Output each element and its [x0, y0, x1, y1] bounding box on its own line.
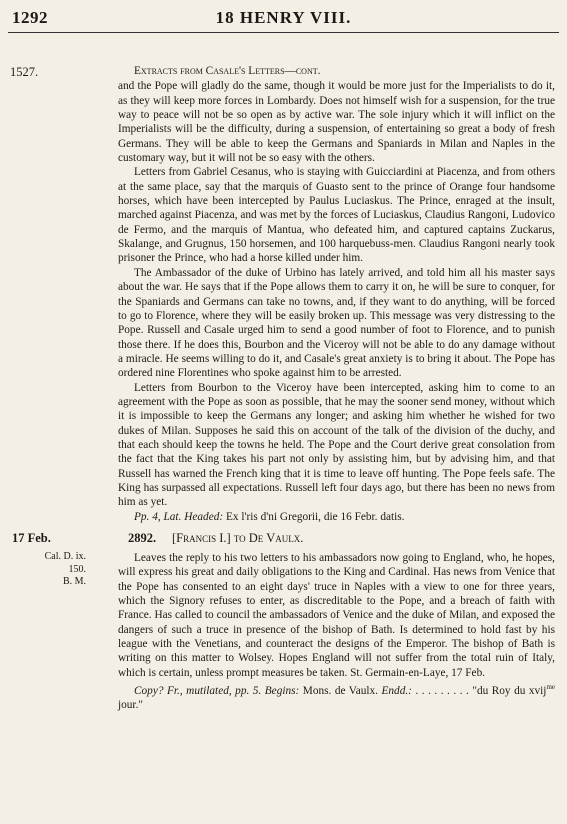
section-title: Extracts from Casale's Letters—cont.: [134, 65, 321, 77]
source-note: [118, 510, 555, 524]
header-rule: [8, 32, 559, 33]
entry-text: Leaves the reply to his two letters to his ambassadors now going to England, who, he hopes, will express his great and daily obligations to the King and Cardinal. Has news from Venice that the Pope has consented to an eight days' truce in Naples with a view to one for three years, which the Signory refuses to enter, as discreditable to the Pope, and a breach of faith with France. Has called to council the ambassadors of Venice and the duke of Milan, and exposed the dangers of such a truce in presence of the bishop of Bath. Is determined to hold fast by his league with the Venetians, and counteract the designs of the Emperor. The bishop of Bath is writing on this matter to Wolsey. Hopes England will not suffer from the total ruin of Italy, which is certain, unless prompt measures be taken. St. Germain-en-Laye, 17 Feb.: [118, 552, 555, 679]
margin-year: 1527.: [10, 65, 39, 79]
running-title: 18 HENRY VIII.: [215, 8, 352, 27]
begins-label: Begins:: [264, 684, 300, 697]
entry-number: 2892.: [128, 531, 157, 545]
paragraph: Letters from Gabriel Cesanus, who is staying with Guicciardini at Piacenza, and from others at the same place, say that the marquis of Guasto sent to the prince of Orange four handsome horses, which have been intercepted by Paulus Luciaskus. The Prince, enraged at the insult, marched against Piacenza, and was met by the forces of Luciaskus, Claudius Rangoni, Ludovico de Fermo, and the marquis of Mantua, who defeated him, and captured captains Zuckarus, Skalange, and Grugnus, 150 horsemen, and 100 harquebuss-men. Claudius Rangoni nearly took prisoner the Prince, who had a horse killed under him.: [118, 166, 555, 265]
entry-title: [Francis I.] to De Vaulx.: [172, 531, 304, 545]
endd-label: Endd.:: [381, 684, 412, 697]
reference-line: Cal. D. ix.: [44, 551, 86, 562]
paragraph: Letters from Bourbon to the Viceroy have been intercepted, asking him to come to an agreement with the Pope as soon as possible, that he may the sooner send money, without which it is impossible to keep the Germans any longer; and asking him whether he wished for two dukes of Milan. Supposes he said this on account of the talk of the division of the duchy, and that each should keep the towns he held. The Pope and the Court derive great consolation from the fact that the King takes his part not only by assisting him, but by advising him, and that Russell has warned the French king that it is time to leave off hunting. The Pope feels safe. The King has surpassed all expectations. Russell left four days ago, but there has been no news from him as yet.: [118, 381, 555, 509]
page-header: [0, 8, 567, 30]
endd-tail: jour.": [118, 699, 144, 712]
headed-text: Ex l'ris d'ni Gregorii, die 16 Febr. datis.: [225, 510, 405, 523]
page-number: 1292: [12, 8, 48, 27]
paragraph: and the Pope will gladly do the same, though it would be more just for the Imperialists to do it, as they will keep more forces in Lombardy. Does not himself wish for a suspension, for the true way to peace will not be so open as by active war. The sole injury which it will inflict on the Imperialists will be the difficulty, during a suspension, of entertaining so great a body of fresh Germans. They will be able to keep the Germans and Spaniards in Milan and Naples in the customary way, but it will not be so easy with the others.: [118, 80, 555, 165]
paragraph: The Ambassador of the duke of Urbino has lately arrived, and told him all his master says about the war. He says that if the Pope allows them to carry it on, he will be sure to conquer, for the Spaniards and Germans can take no towns, and, if they want to do anything, will be forced to go to Florence, where they will be easily broken up. This message was very distressing to the Pope. Russell and Casale urged him to send a good number of foot to Florence, and to punish those there. If he does this, Bourbon and the Viceroy will not be able to do any damage without a miracle. He seems willing to do it, and Casale's great anxiety is to bring it about. The Pope has ordered nine Florentines who spoke against him to be arrested.: [118, 266, 555, 380]
entry-note: [118, 680, 555, 712]
source-pages: Pp. 4, Lat.: [134, 510, 182, 523]
entry-heading: [12, 531, 557, 549]
entry-date: 17 Feb.: [12, 531, 51, 545]
entry-copy-note: Copy? Fr., mutilated, pp. 5.: [134, 684, 262, 697]
begins-text: Mons. de Vaulx.: [302, 684, 378, 697]
endd-superscript: me: [546, 683, 555, 692]
reference-line: 150.: [68, 563, 86, 575]
headed-label: Headed:: [184, 510, 224, 523]
manuscript-reference: [14, 551, 86, 589]
reference-line: B. M.: [62, 576, 86, 587]
endd-text: . . . . . . . . . "du Roy du xvij: [415, 684, 547, 697]
entry-body: [118, 551, 555, 713]
casale-extracts: [118, 64, 555, 524]
